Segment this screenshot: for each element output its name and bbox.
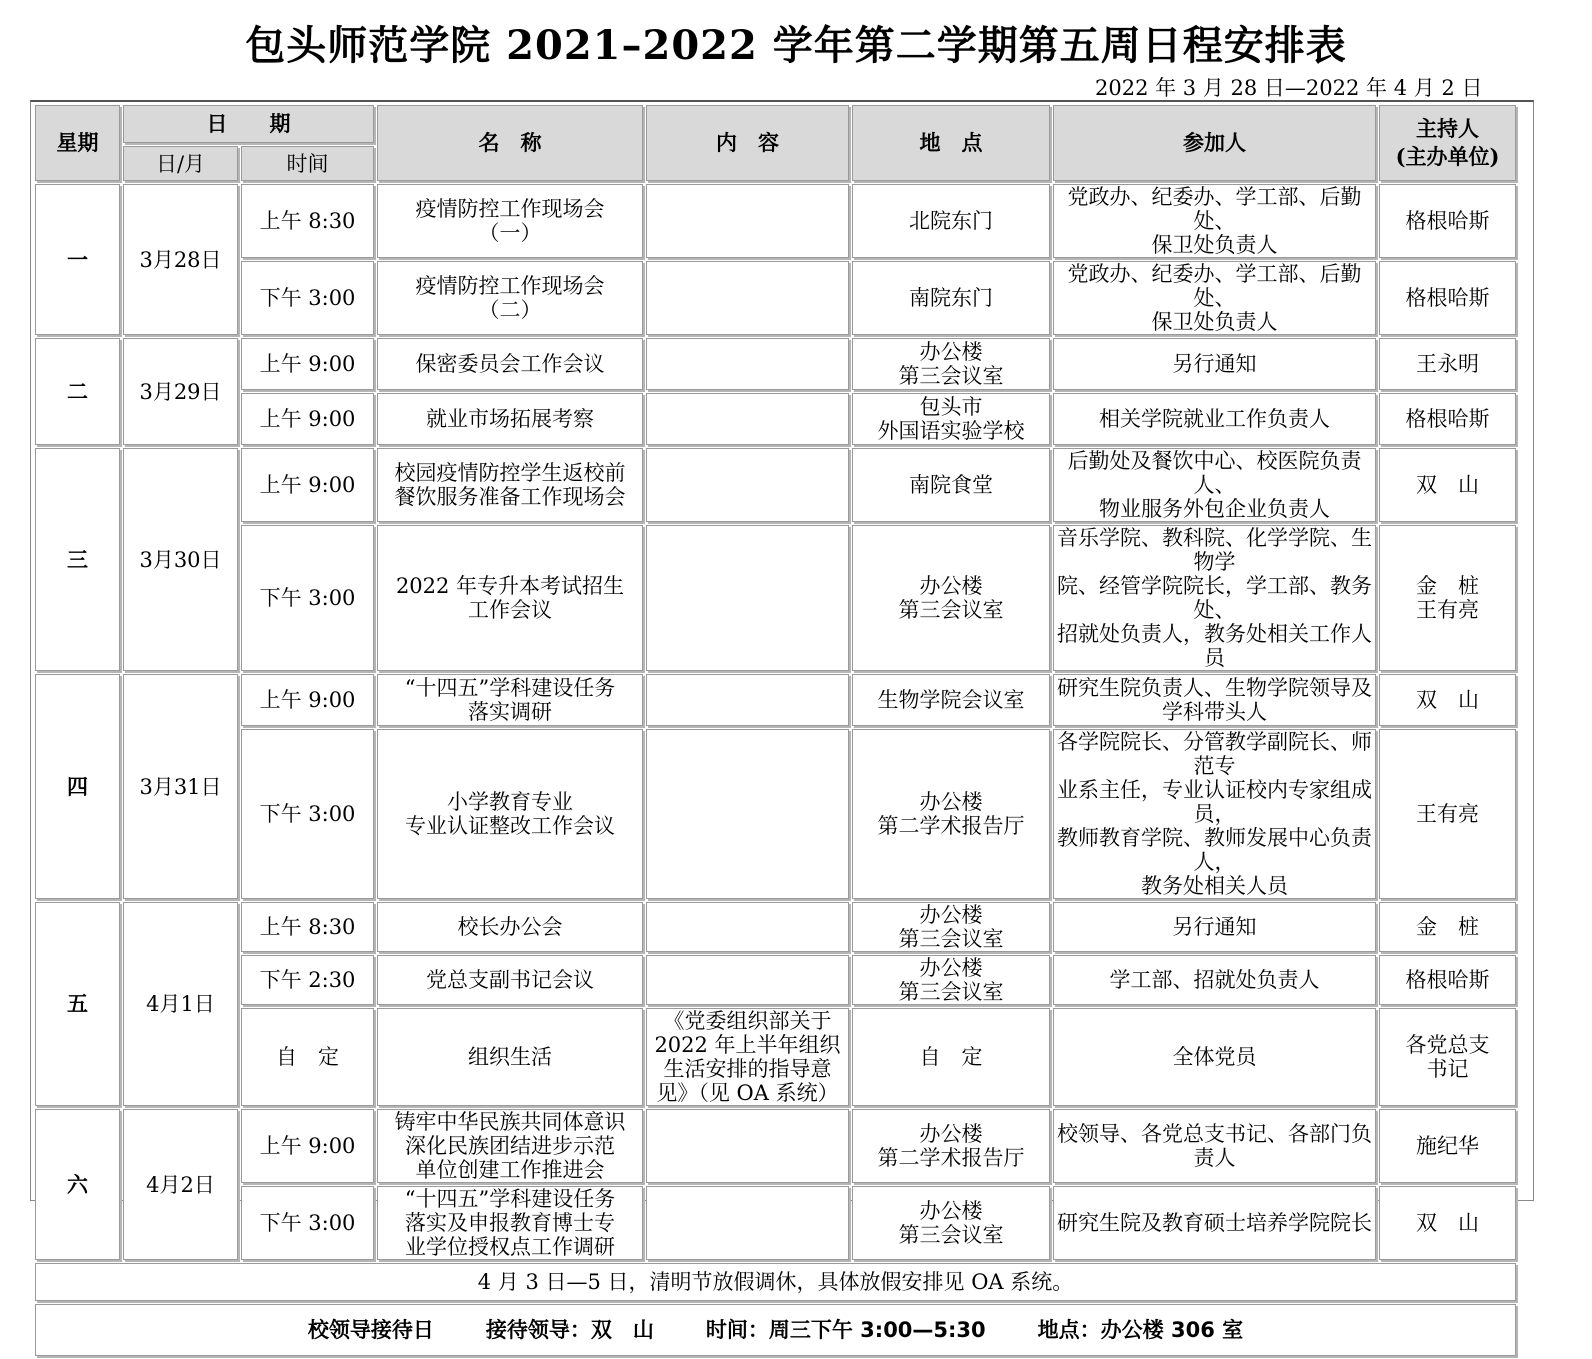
weekday-cell: 一	[35, 184, 120, 335]
host-cell: 各党总支 书记	[1379, 1008, 1516, 1106]
location-cell: 包头市 外国语实验学校	[852, 393, 1050, 445]
name-cell: 疫情防控工作现场会 （一）	[377, 184, 643, 258]
date-cell: 3月30日	[123, 448, 238, 671]
location-cell: 生物学院会议室	[852, 674, 1050, 726]
weekday-cell: 三	[35, 448, 120, 671]
table-row	[35, 729, 1516, 899]
holiday-notice: 4 月 3 日—5 日，清明节放假调休，具体放假安排见 OA 系统。	[35, 1263, 1516, 1301]
content-cell	[646, 338, 849, 390]
header-host: 主持人 (主办单位)	[1379, 105, 1516, 181]
content-cell	[646, 393, 849, 445]
name-cell: 小学教育专业 专业认证整改工作会议	[377, 729, 643, 899]
content-cell	[646, 902, 849, 952]
page-title: 包头师范学院 2021–2022 学年第二学期第五周日程安排表	[245, 22, 1347, 69]
header-participants: 参加人	[1053, 105, 1376, 181]
location-cell: 自 定	[852, 1008, 1050, 1106]
participants-cell: 党政办、纪委办、学工部、后勤处、 保卫处负责人	[1053, 184, 1376, 258]
location-cell: 南院东门	[852, 261, 1050, 335]
location-cell: 办公楼 第三会议室	[852, 525, 1050, 671]
content-cell	[646, 955, 849, 1005]
header-day-month: 日/月	[123, 146, 238, 181]
date-cell: 4月2日	[123, 1109, 238, 1260]
host-cell: 格根哈斯	[1379, 955, 1516, 1005]
participants-cell: 校领导、各党总支书记、各部门负责人	[1053, 1109, 1376, 1183]
participants-cell: 全体党员	[1053, 1008, 1376, 1106]
date-cell: 3月31日	[123, 674, 238, 899]
content-cell	[646, 729, 849, 899]
header-weekday: 星期	[35, 105, 120, 181]
table-row	[35, 1186, 1516, 1260]
host-cell: 格根哈斯	[1379, 393, 1516, 445]
participants-cell: 研究生院负责人、生物学院领导及 学科带头人	[1053, 674, 1376, 726]
time-cell: 下午 3:00	[241, 525, 374, 671]
name-cell: 就业市场拓展考察	[377, 393, 643, 445]
header-content: 内 容	[646, 105, 849, 181]
schedule-body	[35, 184, 1516, 1260]
time-cell: 上午 9:00	[241, 448, 374, 522]
host-cell: 格根哈斯	[1379, 261, 1516, 335]
content-cell	[646, 525, 849, 671]
table-row	[35, 393, 1516, 445]
table-row	[35, 184, 1516, 258]
participants-cell: 党政办、纪委办、学工部、后勤处、 保卫处负责人	[1053, 261, 1376, 335]
reception-day-row	[35, 1304, 1516, 1356]
name-cell: 疫情防控工作现场会 （二）	[377, 261, 643, 335]
location-cell: 南院食堂	[852, 448, 1050, 522]
content-cell	[646, 674, 849, 726]
table-row	[35, 448, 1516, 522]
time-cell: 上午 8:30	[241, 184, 374, 258]
weekday-cell: 二	[35, 338, 120, 445]
table-row	[35, 338, 1516, 390]
content-cell	[646, 184, 849, 258]
reception-place: 地点：办公楼 306 室	[1037, 1318, 1244, 1342]
table-row	[35, 1008, 1516, 1106]
participants-cell: 音乐学院、教科院、化学学院、生物学 院、经管学院院长，学工部、教务处、 招就处负责人，教务处相关工作人员	[1053, 525, 1376, 671]
location-cell: 办公楼 第二学术报告厅	[852, 729, 1050, 899]
time-cell: 上午 9:00	[241, 393, 374, 445]
content-cell: 《党委组织部关于 2022 年上半年组织 生活安排的指导意 见》（见 OA 系统）	[646, 1008, 849, 1106]
time-cell: 下午 2:30	[241, 955, 374, 1005]
name-cell: 校园疫情防控学生返校前 餐饮服务准备工作现场会	[377, 448, 643, 522]
time-cell: 下午 3:00	[241, 1186, 374, 1260]
schedule-table	[32, 102, 1519, 1359]
table-row	[35, 955, 1516, 1005]
date-cell: 3月28日	[123, 184, 238, 335]
location-cell: 北院东门	[852, 184, 1050, 258]
time-cell: 上午 9:00	[241, 338, 374, 390]
host-cell: 双 山	[1379, 674, 1516, 726]
host-cell: 格根哈斯	[1379, 184, 1516, 258]
weekday-cell: 六	[35, 1109, 120, 1260]
content-cell	[646, 1186, 849, 1260]
participants-cell: 另行通知	[1053, 902, 1376, 952]
table-row	[35, 525, 1516, 671]
host-cell: 王有亮	[1379, 729, 1516, 899]
time-cell: 自 定	[241, 1008, 374, 1106]
location-cell: 办公楼 第三会议室	[852, 955, 1050, 1005]
time-cell: 上午 9:00	[241, 1109, 374, 1183]
header-name: 名 称	[377, 105, 643, 181]
reception-time: 时间：周三下午 3:00—5:30	[705, 1318, 986, 1342]
participants-cell: 研究生院及教育硕士培养学院院长	[1053, 1186, 1376, 1260]
name-cell: 党总支副书记会议	[377, 955, 643, 1005]
reception-label: 校领导接待日	[307, 1318, 434, 1342]
header-date: 日 期	[123, 105, 374, 143]
weekday-cell: 四	[35, 674, 120, 899]
table-row	[35, 674, 1516, 726]
name-cell: “十四五”学科建设任务 落实调研	[377, 674, 643, 726]
table-row	[35, 261, 1516, 335]
participants-cell: 学工部、招就处负责人	[1053, 955, 1376, 1005]
location-cell: 办公楼 第三会议室	[852, 1186, 1050, 1260]
name-cell: 铸牢中华民族共同体意识 深化民族团结进步示范 单位创建工作推进会	[377, 1109, 643, 1183]
location-cell: 办公楼 第三会议室	[852, 338, 1050, 390]
header-location: 地 点	[852, 105, 1050, 181]
name-cell: 2022 年专升本考试招生 工作会议	[377, 525, 643, 671]
host-cell: 施纪华	[1379, 1109, 1516, 1183]
date-cell: 3月29日	[123, 338, 238, 445]
host-cell: 金 桩 王有亮	[1379, 525, 1516, 671]
date-cell: 4月1日	[123, 902, 238, 1106]
reception-leader: 接待领导：双 山	[485, 1318, 654, 1342]
participants-cell: 各学院院长、分管教学副院长、师范专 业系主任，专业认证校内专家组成员， 教师教育学院、教师发展中心负责人， 教务处相关人员	[1053, 729, 1376, 899]
host-cell: 王永明	[1379, 338, 1516, 390]
host-cell: 金 桩	[1379, 902, 1516, 952]
participants-cell: 另行通知	[1053, 338, 1376, 390]
time-cell: 下午 3:00	[241, 261, 374, 335]
time-cell: 上午 8:30	[241, 902, 374, 952]
name-cell: 保密委员会工作会议	[377, 338, 643, 390]
content-cell	[646, 261, 849, 335]
location-cell: 办公楼 第二学术报告厅	[852, 1109, 1050, 1183]
participants-cell: 后勤处及餐饮中心、校医院负责人、 物业服务外包企业负责人	[1053, 448, 1376, 522]
host-cell: 双 山	[1379, 1186, 1516, 1260]
weekday-cell: 五	[35, 902, 120, 1106]
time-cell: 上午 9:00	[241, 674, 374, 726]
time-cell: 下午 3:00	[241, 729, 374, 899]
table-row	[35, 902, 1516, 952]
header-time: 时间	[241, 146, 374, 181]
content-cell	[646, 1109, 849, 1183]
date-range: 2022 年 3 月 28 日—2022 年 4 月 2 日	[1095, 76, 1483, 100]
name-cell: 校长办公会	[377, 902, 643, 952]
host-cell: 双 山	[1379, 448, 1516, 522]
participants-cell: 相关学院就业工作负责人	[1053, 393, 1376, 445]
name-cell: “十四五”学科建设任务 落实及申报教育博士专 业学位授权点工作调研	[377, 1186, 643, 1260]
name-cell: 组织生活	[377, 1008, 643, 1106]
content-cell	[646, 448, 849, 522]
location-cell: 办公楼 第三会议室	[852, 902, 1050, 952]
table-row	[35, 1109, 1516, 1183]
